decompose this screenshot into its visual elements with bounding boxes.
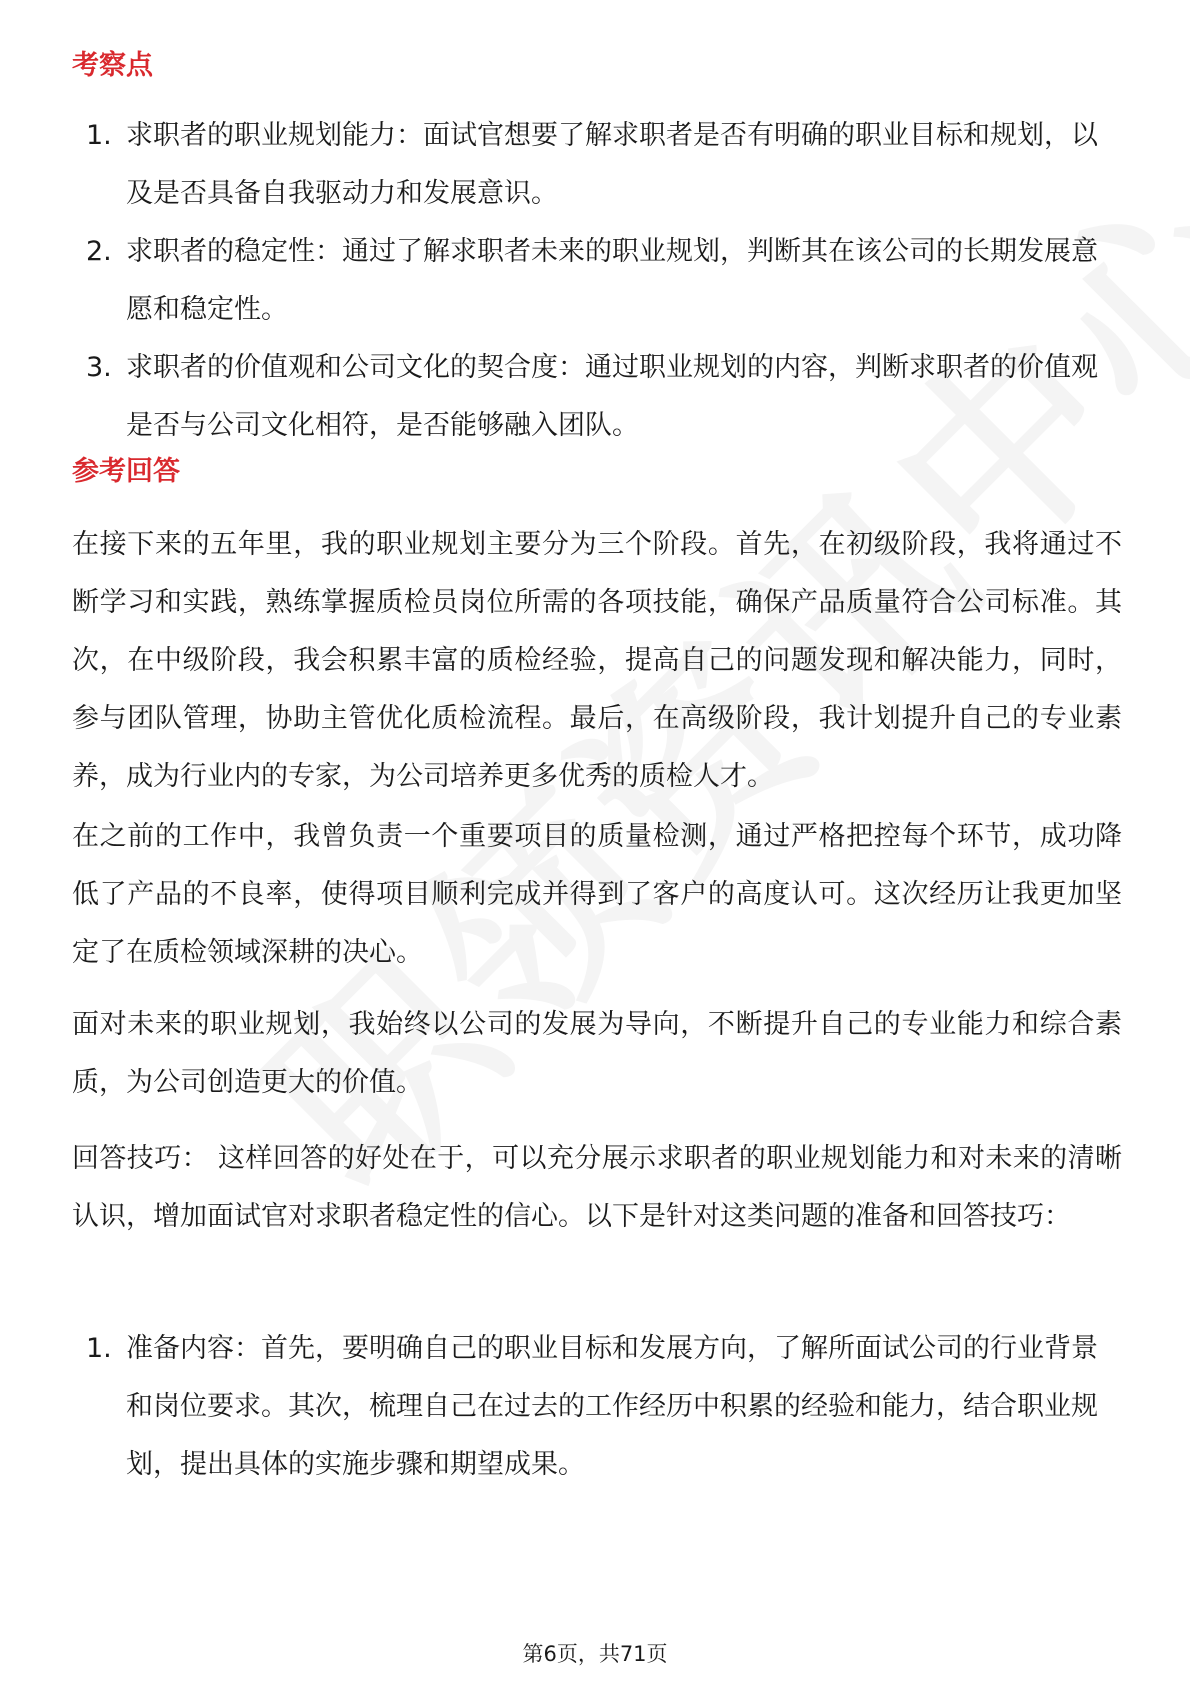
list-item-text: 求职者的价值观和公司文化的契合度：通过职业规划的内容，判断求职者的价值观是否与公司文化相符，是否能够融入团队。 — [126, 352, 1098, 441]
list-item — [72, 107, 1122, 223]
paragraph: 在接下来的五年里，我的职业规划主要分为三个阶段。首先，在初级阶段，我将通过不断学习和实践，熟练掌握质检员岗位所需的各项技能，确保产品质量符合公司标准。其次，在中级阶段，我会积累丰富的质检经验，提高自己的问题发现和解决能力，同时，参与团队管理，协助主管优化质检流程。最后，在高级阶段，我计划提升自己的专业素养，成为行业内的专家，为公司培养更多优秀的质检人才。 — [72, 529, 1122, 792]
list-number: 1. — [86, 1333, 112, 1364]
page-footer: 第6页，共71页 — [522, 1642, 668, 1666]
list-item-text: 求职者的职业规划能力：面试官想要了解求职者是否有明确的职业目标和规划，以及是否具备自我驱动力和发展意识。 — [126, 120, 1098, 209]
list-item — [72, 339, 1122, 455]
exam-points-heading: 考察点 — [72, 50, 153, 81]
list-item — [72, 223, 1122, 339]
list-number: 2. — [86, 236, 112, 267]
list-number: 1. — [86, 120, 112, 151]
list-item-text: 准备内容：首先，要明确自己的职业目标和发展方向，了解所面试公司的行业背景和岗位要求。其次，梳理自己在过去的工作经历中积累的经验和能力，结合职业规划，提出具体的实施步骤和期望成果。 — [126, 1333, 1098, 1480]
list-number: 3. — [86, 352, 112, 383]
paragraph: 面对未来的职业规划，我始终以公司的发展为导向，不断提升自己的专业能力和综合素质，为公司创造更大的价值。 — [72, 1009, 1122, 1098]
exam-points-list — [72, 107, 1122, 455]
reference-answer-heading: 参考回答 — [72, 456, 180, 487]
list-item — [72, 1320, 1122, 1494]
tips-list — [72, 1320, 1122, 1494]
paragraph: 在之前的工作中，我曾负责一个重要项目的质量检测，通过严格把控每个环节，成功降低了产品的不良率，使得项目顺利完成并得到了客户的高度认可。这次经历让我更加坚定了在质检领域深耕的决心。 — [72, 821, 1122, 968]
list-item-text: 求职者的稳定性：通过了解求职者未来的职业规划，判断其在该公司的长期发展意愿和稳定性。 — [126, 236, 1098, 325]
paragraph: 回答技巧： 这样回答的好处在于，可以充分展示求职者的职业规划能力和对未来的清晰认识，增加面试官对求职者稳定性的信心。以下是针对这类问题的准备和回答技巧： — [72, 1143, 1122, 1232]
